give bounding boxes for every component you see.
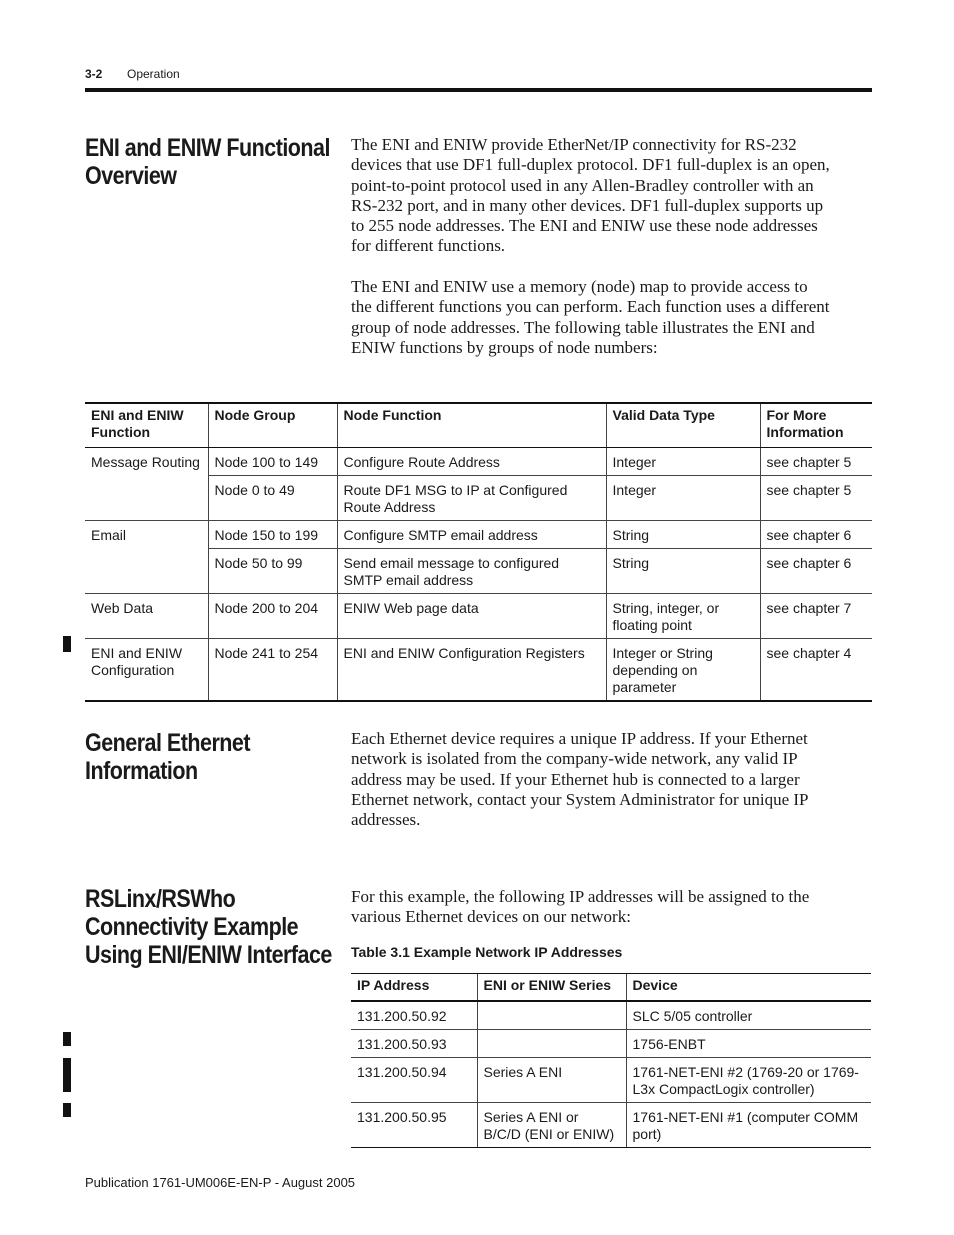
text-line: address may be used. If your Ethernet hub is connected to a larger	[351, 769, 800, 789]
column-header: Valid Data Type	[606, 403, 760, 448]
table-cell: SLC 5/05 controller	[626, 1001, 871, 1030]
running-header-section: Operation	[127, 67, 180, 81]
table-cell: Web Data	[85, 594, 208, 639]
table-cell: 1756-ENBT	[626, 1030, 871, 1058]
table-cell: Integer	[606, 476, 760, 521]
column-header: ENI or ENIW Series	[477, 974, 626, 1002]
text-line: devices that use DF1 full-duplex protocol. DF1 full-duplex is an open,	[351, 155, 830, 175]
node-function-table	[85, 402, 872, 702]
general-ethernet-paragraph	[351, 729, 871, 830]
column-header: Node Function	[337, 403, 606, 448]
text-line: group of node addresses. The following table illustrates the ENI and	[351, 317, 815, 337]
text-line: The ENI and ENIW provide EtherNet/IP connectivity for RS-232	[351, 135, 797, 154]
text-line: to 255 node addresses. The ENI and ENIW use these node addresses	[351, 216, 818, 236]
table-row	[85, 639, 872, 702]
table-cell: Route DF1 MSG to IP at Configured Route Address	[337, 476, 606, 521]
table-header-row	[85, 403, 872, 448]
change-bar	[63, 1058, 71, 1092]
text-line: The ENI and ENIW use a memory (node) map to provide access to	[351, 277, 808, 296]
table-cell: Node 50 to 99	[208, 549, 337, 594]
change-bar	[63, 1103, 71, 1117]
table-header-row	[351, 974, 871, 1002]
table-cell: Node 241 to 254	[208, 639, 337, 702]
table-cell: Configure Route Address	[337, 448, 606, 476]
header-rule	[85, 88, 872, 92]
table-cell: Message Routing	[85, 448, 208, 476]
table-cell: Send email message to configured SMTP email address	[337, 549, 606, 594]
heading-line: Information	[85, 757, 198, 785]
table-cell: see chapter 7	[760, 594, 872, 639]
text-line: for different functions.	[351, 236, 506, 256]
ip-address-table	[351, 973, 871, 1148]
text-line: various Ethernet devices on our network:	[351, 907, 631, 927]
heading-line: Overview	[85, 162, 177, 190]
text-line: addresses.	[351, 810, 421, 830]
table-cell	[85, 476, 208, 521]
rslinx-paragraph	[351, 887, 871, 928]
text-line: Ethernet network, contact your System Administrator for unique IP	[351, 789, 809, 809]
table-cell: see chapter 5	[760, 476, 872, 521]
heading-line: RSLinx/RSWho	[85, 885, 236, 913]
table-cell: see chapter 4	[760, 639, 872, 702]
table-cell: see chapter 6	[760, 549, 872, 594]
table-cell: Series A ENI or B/C/D (ENI or ENIW)	[477, 1103, 626, 1148]
table-cell	[477, 1001, 626, 1030]
table-row	[85, 549, 872, 594]
column-header: Device	[626, 974, 871, 1002]
text-line: For this example, the following IP addresses will be assigned to the	[351, 887, 810, 906]
text-line: point-to-point protocol used in any Allen-Bradley controller with an	[351, 175, 814, 195]
table-cell	[477, 1030, 626, 1058]
table-cell: Integer or String depending on parameter	[606, 639, 760, 702]
table-cell: 131.200.50.94	[351, 1058, 477, 1103]
table-cell: see chapter 5	[760, 448, 872, 476]
text-line: network is isolated from the company-wide network, any valid IP	[351, 749, 798, 769]
table-cell: Node 200 to 204	[208, 594, 337, 639]
table-cell: Configure SMTP email address	[337, 521, 606, 549]
table-cell: ENIW Web page data	[337, 594, 606, 639]
table-cell: Integer	[606, 448, 760, 476]
column-header: For More Information	[760, 403, 872, 448]
table-row	[351, 1058, 871, 1103]
table-row	[351, 1103, 871, 1148]
table-cell: String	[606, 521, 760, 549]
table-row	[85, 448, 872, 476]
table-cell: String	[606, 549, 760, 594]
column-header: IP Address	[351, 974, 477, 1002]
text-line: the different functions you can perform. Each function uses a different	[351, 297, 830, 317]
table-row	[351, 1030, 871, 1058]
table-cell: 1761-NET-ENI #2 (1769-20 or 1769-L3x CompactLogix controller)	[626, 1058, 871, 1103]
change-bar	[63, 636, 71, 652]
page-number: 3-2	[85, 67, 103, 81]
text-line: Each Ethernet device requires a unique IP address. If your Ethernet	[351, 729, 808, 748]
table-cell	[85, 549, 208, 594]
section-heading-rslinx	[85, 885, 372, 969]
table-cell: 131.200.50.92	[351, 1001, 477, 1030]
table-cell: 131.200.50.93	[351, 1030, 477, 1058]
column-header: Node Group	[208, 403, 337, 448]
publication-footer: Publication 1761-UM006E-EN-P - August 2005	[85, 1175, 356, 1190]
table-row	[85, 521, 872, 549]
section-heading-eni-overview	[85, 134, 370, 190]
table-cell: Series A ENI	[477, 1058, 626, 1103]
table-cell: 131.200.50.95	[351, 1103, 477, 1148]
overview-paragraph-2	[351, 277, 871, 358]
text-line: ENIW functions by groups of node numbers:	[351, 337, 658, 357]
table-cell: Node 100 to 149	[208, 448, 337, 476]
table-cell: see chapter 6	[760, 521, 872, 549]
table-row	[85, 594, 872, 639]
overview-paragraph-1	[351, 135, 871, 257]
table-cell: String, integer, or floating point	[606, 594, 760, 639]
text-line: RS-232 port, and in many other devices. DF1 full-duplex supports up	[351, 195, 824, 215]
table-caption: Table 3.1 Example Network IP Addresses	[351, 944, 623, 960]
section-heading-general-ethernet	[85, 729, 277, 785]
table-cell: Email	[85, 521, 208, 549]
heading-line: Connectivity Example	[85, 913, 299, 941]
table-row	[351, 1001, 871, 1030]
column-header: ENI and ENIW Function	[85, 403, 208, 448]
table-row	[85, 476, 872, 521]
change-bar	[63, 1032, 71, 1046]
table-cell: ENI and ENIW Configuration Registers	[337, 639, 606, 702]
heading-line: General Ethernet	[85, 729, 250, 757]
table-cell: Node 0 to 49	[208, 476, 337, 521]
heading-line: Using ENI/ENIW Interface	[85, 941, 332, 969]
table-cell: ENI and ENIW Configuration	[85, 639, 208, 702]
table-cell: Node 150 to 199	[208, 521, 337, 549]
table-cell: 1761-NET-ENI #1 (computer COMM port)	[626, 1103, 871, 1148]
heading-line: ENI and ENIW Functional	[85, 134, 330, 162]
